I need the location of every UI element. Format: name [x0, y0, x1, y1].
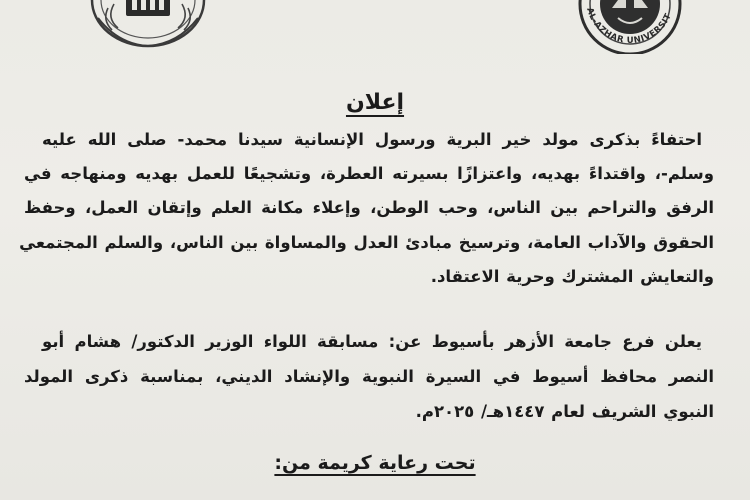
patronage-heading-text: تحت رعاية كريمة من: [274, 452, 476, 474]
title-text: إعلان [345, 90, 405, 115]
seal-text: AL-AZHAR UNIVERSIT [584, 6, 674, 46]
paragraph-1-line-5: والتعايش المشترك وحرية الاعتقاد. [430, 267, 714, 286]
paragraph-2-line-2: النصر محافظ أسيوط في السيرة النبوية والإنشاد الديني، بمناسبة ذكرى المولد [24, 367, 714, 386]
al-azhar-university-seal-icon [572, 0, 688, 54]
paragraph-1-spacer [24, 290, 714, 314]
paragraph-2-line-1: يعلن فرع جامعة الأزهر بأسيوط عن: مسابقة اللواء الوزير الدكتور/ هشام أبو [42, 332, 702, 351]
paragraph-1-line-3: الرفق والتراحم بين الناس، وحب الوطن، وإعلاء مكانة العلم وإتقان العمل، وحفظ [24, 198, 714, 217]
paragraph-1-line-1: احتفاءً بذكرى مولد خير البرية ورسول الإنسانية سيدنا محمد- صلى الله عليه [42, 130, 702, 149]
patronage-heading [0, 452, 750, 474]
paragraph-1-line-4: الحقوق والآداب العامة، وترسيخ مبادئ العدل والمساواة بين الناس، والسلم المجتمعي [19, 233, 714, 252]
paragraph-2-line-3: النبوي الشريف لعام ١٤٤٧هـ/ ٢٠٢٥م. [415, 402, 714, 421]
paragraph-1-line-2: وسلم-، واقتداءً بهديه، واعتزازًا بسيرته العطرة، وتشجيعًا للعمل بهديه ومنهاجه في [24, 164, 714, 183]
university-emblem-icon [88, 0, 208, 50]
announcement-title [0, 90, 750, 115]
